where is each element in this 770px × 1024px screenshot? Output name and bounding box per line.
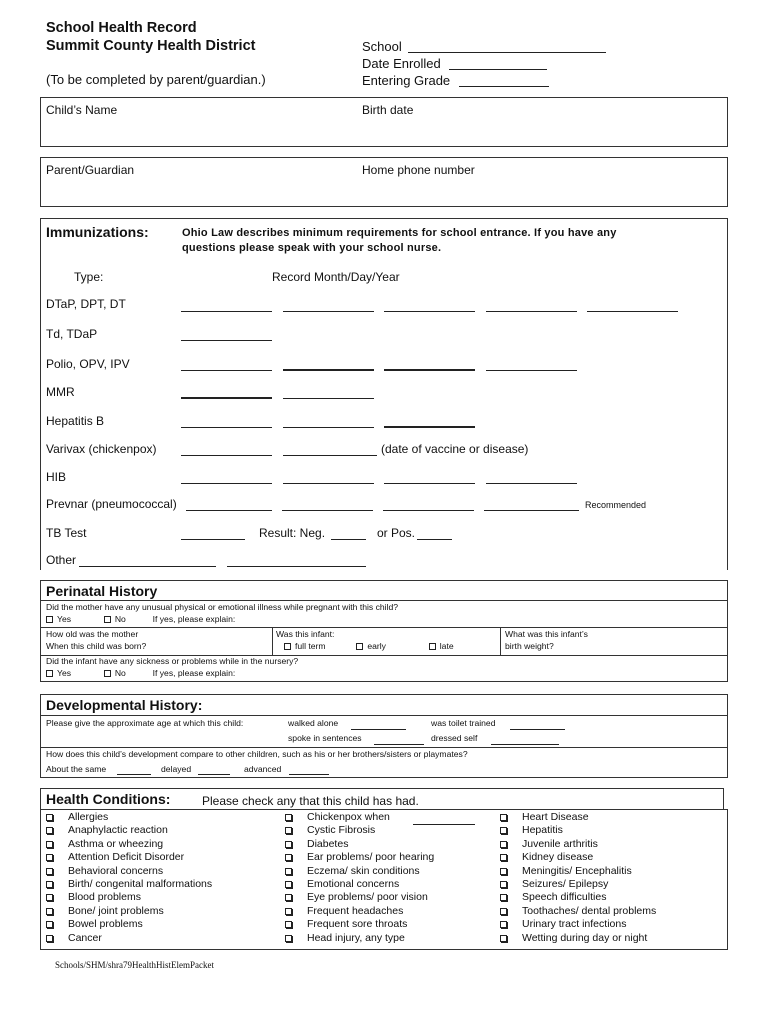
health-condition-label: Anaphylactic reaction bbox=[68, 824, 168, 837]
health-condition-label: Cystic Fibrosis bbox=[307, 824, 376, 837]
imm-date-field[interactable] bbox=[181, 397, 272, 399]
chickenpox-when-field[interactable] bbox=[413, 824, 475, 825]
imm-date-field[interactable] bbox=[283, 455, 377, 456]
prevnar-recommended: Recommended bbox=[585, 500, 647, 510]
walked-field[interactable] bbox=[351, 729, 406, 730]
checkbox[interactable] bbox=[46, 841, 53, 848]
health-condition-label: Cancer bbox=[68, 931, 102, 944]
health-condition-label: Toothaches/ dental problems bbox=[522, 904, 657, 917]
imm-date-field[interactable] bbox=[181, 455, 272, 456]
early-label: early bbox=[367, 641, 386, 651]
developmental-box bbox=[40, 694, 728, 778]
checkbox[interactable] bbox=[500, 935, 507, 942]
walked-label: walked alone bbox=[288, 718, 339, 728]
imm-date-field[interactable] bbox=[181, 340, 272, 341]
age-prompt: Please give the approximate age at which this child: bbox=[46, 718, 244, 728]
home-phone-label: Home phone number bbox=[362, 163, 475, 177]
imm-date-field[interactable] bbox=[181, 311, 272, 312]
checkbox[interactable] bbox=[500, 908, 507, 915]
health-condition-label: Seizures/ Epilepsy bbox=[522, 878, 609, 890]
birth-weight-q2: birth weight? bbox=[505, 641, 554, 651]
dressed-label: dressed self bbox=[431, 733, 478, 743]
imm-date-field[interactable] bbox=[283, 311, 374, 312]
imm-date-field[interactable] bbox=[181, 483, 272, 484]
health-condition-label: Emotional concerns bbox=[307, 878, 400, 890]
dressed-field[interactable] bbox=[491, 744, 559, 745]
checkbox[interactable] bbox=[46, 854, 53, 861]
imm-date-field[interactable] bbox=[283, 369, 374, 371]
checkbox[interactable] bbox=[46, 921, 53, 928]
health-condition-label: Blood problems bbox=[68, 891, 141, 904]
advanced-field[interactable] bbox=[289, 774, 329, 775]
imm-row-hib: HIB bbox=[46, 470, 67, 484]
health-condition-label: Chickenpox when bbox=[307, 811, 390, 823]
checkbox[interactable] bbox=[500, 894, 507, 901]
health-condition-label: Bone/ joint problems bbox=[68, 904, 164, 917]
imm-date-field[interactable] bbox=[384, 311, 475, 312]
delayed-field[interactable] bbox=[198, 774, 230, 775]
imm-date-field[interactable] bbox=[384, 369, 475, 371]
perinatal-box bbox=[40, 580, 728, 682]
checkbox[interactable] bbox=[429, 643, 436, 650]
checkbox[interactable] bbox=[285, 854, 292, 861]
same-label: About the same bbox=[46, 764, 107, 774]
immunizations-box bbox=[40, 218, 728, 570]
late-label: late bbox=[439, 641, 454, 651]
date-enrolled-field[interactable] bbox=[449, 69, 547, 70]
health-condition-label: Urinary tract infections bbox=[522, 918, 627, 931]
varivax-note: (date of vaccine or disease) bbox=[381, 442, 529, 456]
imm-row-polio: Polio, OPV, IPV bbox=[46, 357, 130, 371]
developmental-heading: Developmental History: bbox=[46, 697, 203, 713]
health-condition-label: Birth/ congenital malformations bbox=[68, 878, 213, 890]
checkbox[interactable] bbox=[500, 854, 507, 861]
parent-info-box bbox=[40, 157, 728, 207]
health-condition-label: Attention Deficit Disorder bbox=[68, 851, 185, 864]
mother-age-q1: How old was the mother bbox=[46, 629, 139, 639]
checkbox[interactable] bbox=[46, 814, 53, 821]
health-condition-label: Kidney disease bbox=[522, 851, 594, 864]
yes-label: Yes bbox=[57, 614, 72, 624]
perinatal-q2: Did the infant have any sickness or problems while in the nursery? bbox=[46, 656, 299, 666]
birth-date-label: Birth date bbox=[362, 103, 414, 117]
school-field[interactable] bbox=[408, 52, 606, 53]
checkbox[interactable] bbox=[285, 935, 292, 942]
other-field[interactable] bbox=[79, 566, 216, 567]
entering-grade-field[interactable] bbox=[459, 86, 549, 87]
checkbox[interactable] bbox=[356, 643, 363, 650]
health-condition-label: Wetting during day or night bbox=[522, 931, 648, 944]
imm-row-td: Td, TDaP bbox=[46, 327, 98, 341]
school-label: School bbox=[362, 39, 402, 54]
immunizations-note-1: Ohio Law describes minimum requirements for school entrance. If you have any bbox=[182, 227, 617, 239]
checkbox[interactable] bbox=[285, 868, 292, 875]
health-condition-label: Speech difficulties bbox=[522, 891, 607, 904]
sentences-label: spoke in sentences bbox=[288, 733, 362, 743]
parent-guardian-label: Parent/Guardian bbox=[46, 163, 135, 177]
infant-was-label: Was this infant: bbox=[276, 629, 335, 639]
no-label: No bbox=[114, 668, 126, 678]
type-label: Type: bbox=[74, 270, 104, 284]
explain-label: If yes, please explain: bbox=[152, 614, 236, 624]
imm-row-prevnar: Prevnar (pneumococcal) bbox=[46, 497, 177, 511]
yes-label: Yes bbox=[57, 668, 72, 678]
perinatal-q1-options bbox=[46, 614, 235, 624]
no-label: No bbox=[114, 614, 126, 624]
full-term-label: full term bbox=[295, 641, 326, 651]
imm-row-dtap: DTaP, DPT, DT bbox=[46, 297, 126, 311]
imm-date-field[interactable] bbox=[484, 510, 579, 511]
imm-row-hepb: Hepatitis B bbox=[46, 414, 105, 428]
imm-row-tb: TB Test bbox=[46, 526, 87, 540]
other-field[interactable] bbox=[227, 566, 366, 567]
advanced-label: advanced bbox=[244, 764, 282, 774]
tb-neg-field[interactable] bbox=[331, 539, 366, 540]
checkbox[interactable] bbox=[284, 643, 291, 650]
checkbox[interactable] bbox=[500, 827, 507, 834]
imm-date-field[interactable] bbox=[384, 483, 475, 484]
health-condition-label: Asthma or wheezing bbox=[68, 837, 164, 850]
compare-question: How does this child’s development compare to other children, such as his or her brothers/sisters or playmates? bbox=[46, 749, 468, 759]
imm-row-mmr: MMR bbox=[46, 385, 75, 399]
entering-grade-label: Entering Grade bbox=[362, 73, 451, 88]
record-date-label: Record Month/Day/Year bbox=[272, 270, 400, 284]
sentences-field[interactable] bbox=[374, 744, 424, 745]
imm-row-varivax: Varivax (chickenpox) bbox=[46, 442, 157, 456]
perinatal-heading: Perinatal History bbox=[46, 583, 158, 599]
imm-date-field[interactable] bbox=[486, 483, 577, 484]
checkbox[interactable] bbox=[285, 827, 292, 834]
health-condition-label: Allergies bbox=[68, 811, 109, 823]
child-info-box bbox=[40, 97, 728, 147]
imm-row-other: Other bbox=[46, 553, 77, 567]
health-condition-label: Frequent sore throats bbox=[307, 918, 408, 931]
checkbox[interactable] bbox=[46, 935, 53, 942]
health-condition-label: Behavioral concerns bbox=[68, 864, 164, 877]
health-condition-label: Frequent headaches bbox=[307, 904, 404, 917]
checkbox[interactable] bbox=[500, 881, 507, 888]
imm-date-field[interactable] bbox=[186, 510, 272, 511]
health-instruction: Please check any that this child has had. bbox=[202, 794, 419, 808]
imm-date-field[interactable] bbox=[283, 398, 374, 399]
checkbox[interactable] bbox=[285, 841, 292, 848]
immunizations-heading: Immunizations: bbox=[46, 224, 149, 240]
imm-date-field[interactable] bbox=[383, 510, 474, 511]
checkbox[interactable] bbox=[500, 841, 507, 848]
health-condition-label: Head injury, any type bbox=[307, 931, 405, 944]
form-subtitle: Summit County Health District bbox=[46, 38, 256, 54]
imm-date-field[interactable] bbox=[587, 311, 678, 312]
toilet-label: was toilet trained bbox=[431, 718, 496, 728]
perinatal-q2-options bbox=[46, 668, 235, 678]
form-note: (To be completed by parent/guardian.) bbox=[46, 72, 266, 87]
checkbox[interactable] bbox=[104, 670, 111, 677]
checkbox[interactable] bbox=[46, 827, 53, 834]
checkbox[interactable] bbox=[46, 894, 53, 901]
imm-date-field[interactable] bbox=[384, 426, 475, 428]
checkbox[interactable] bbox=[285, 908, 292, 915]
health-condition-label: Eczema/ skin conditions bbox=[307, 864, 420, 877]
health-condition-label: Bowel problems bbox=[68, 918, 143, 931]
health-condition-label: Hepatitis bbox=[522, 824, 563, 837]
imm-date-field[interactable] bbox=[283, 427, 374, 428]
checkbox[interactable] bbox=[46, 868, 53, 875]
checkbox[interactable] bbox=[500, 868, 507, 875]
tb-pos-label: or Pos. bbox=[377, 526, 416, 540]
health-heading: Health Conditions: bbox=[46, 791, 171, 807]
checkbox[interactable] bbox=[46, 908, 53, 915]
perinatal-q1: Did the mother have any unusual physical or emotional illness while pregnant with this child? bbox=[46, 602, 399, 612]
tb-result-label: Result: Neg. bbox=[259, 526, 326, 540]
imm-date-field[interactable] bbox=[486, 370, 577, 371]
term-options bbox=[284, 641, 454, 651]
health-condition-label: Eye problems/ poor vision bbox=[307, 891, 428, 904]
checkbox[interactable] bbox=[285, 894, 292, 901]
child-name-label: Child’s Name bbox=[46, 103, 118, 117]
health-condition-label: Meningitis/ Encephalitis bbox=[522, 864, 632, 877]
same-field[interactable] bbox=[117, 774, 151, 775]
footer-code: Schools/SHM/shra79HealthHistElemPacket bbox=[55, 960, 214, 970]
health-condition-label: Diabetes bbox=[307, 837, 349, 850]
health-condition-label: Ear problems/ poor hearing bbox=[307, 851, 435, 864]
explain-label: If yes, please explain: bbox=[152, 668, 236, 678]
imm-date-field[interactable] bbox=[283, 483, 374, 484]
checkbox[interactable] bbox=[104, 616, 111, 623]
imm-date-field[interactable] bbox=[282, 510, 373, 511]
imm-date-field[interactable] bbox=[181, 370, 272, 371]
form-title: School Health Record bbox=[46, 20, 197, 36]
health-header-box bbox=[40, 788, 724, 810]
tb-pos-field[interactable] bbox=[417, 539, 452, 540]
mother-age-q2: When this child was born? bbox=[46, 641, 147, 651]
delayed-label: delayed bbox=[161, 764, 192, 774]
health-condition-label: Heart Disease bbox=[522, 811, 589, 823]
tb-date-field[interactable] bbox=[181, 539, 245, 540]
health-condition-label: Juvenile arthritis bbox=[522, 837, 598, 850]
checkbox[interactable] bbox=[500, 814, 507, 821]
checkbox[interactable] bbox=[500, 921, 507, 928]
imm-date-field[interactable] bbox=[181, 427, 272, 428]
checkbox[interactable] bbox=[285, 921, 292, 928]
birth-weight-q1: What was this infant’s bbox=[505, 629, 588, 639]
date-enrolled-label: Date Enrolled bbox=[362, 56, 441, 71]
checkbox[interactable] bbox=[46, 881, 53, 888]
checkbox[interactable] bbox=[46, 670, 53, 677]
imm-date-field[interactable] bbox=[486, 311, 577, 312]
checkbox[interactable] bbox=[285, 814, 292, 821]
toilet-field[interactable] bbox=[510, 729, 565, 730]
checkbox[interactable] bbox=[285, 881, 292, 888]
immunizations-note-2: questions please speak with your school nurse. bbox=[182, 242, 442, 254]
checkbox[interactable] bbox=[46, 616, 53, 623]
